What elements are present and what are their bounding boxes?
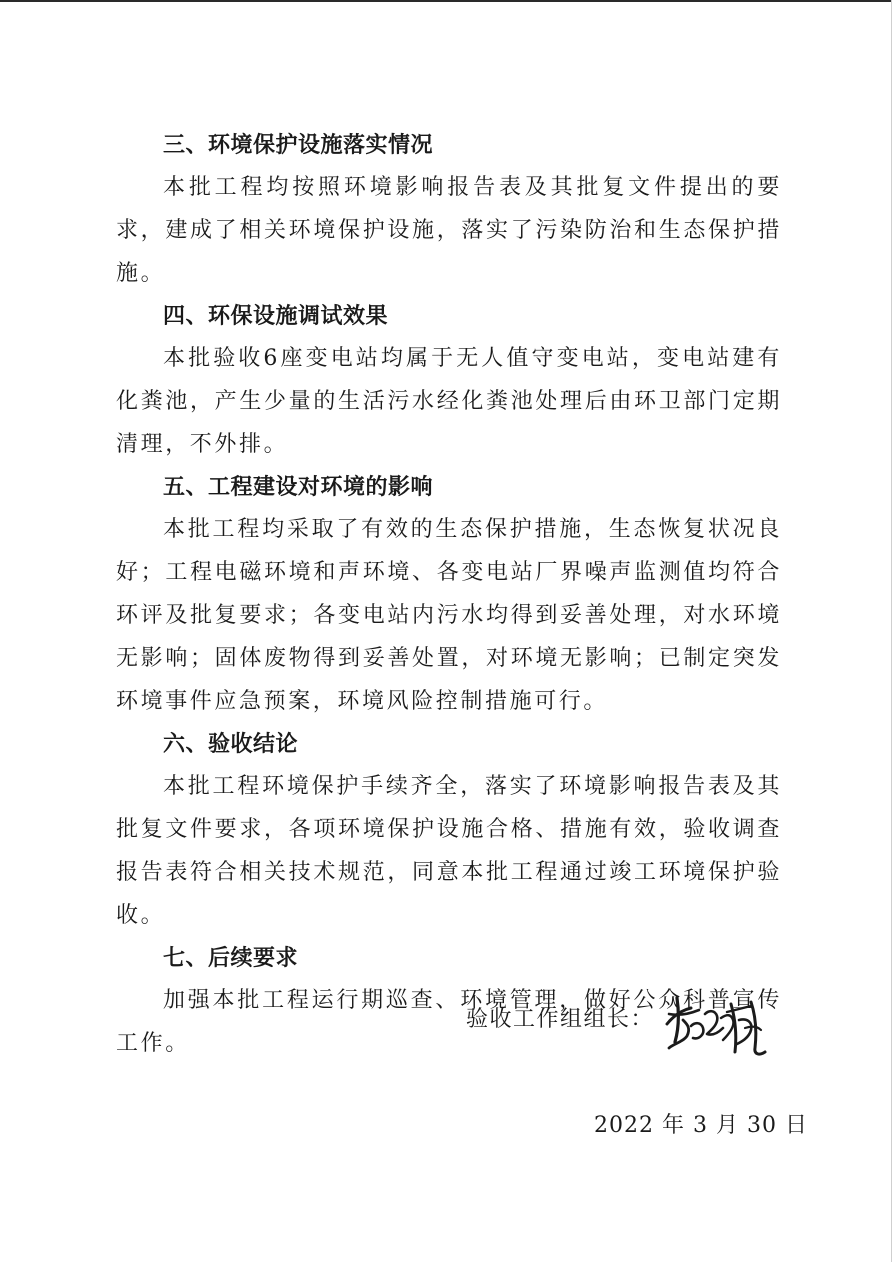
signature-label: 验收工作组组长： bbox=[466, 1007, 655, 1032]
section-heading-6: 六、验收结论 bbox=[163, 732, 299, 757]
section-heading-7: 七、后续要求 bbox=[163, 946, 299, 971]
document-date: 2022 年 3 月 30 日 bbox=[594, 1113, 808, 1138]
section-body-3: 本批工程均按照环境影响报告表及其批复文件提出的要求，建成了相关环境保护设施，落实了污染防治和生态保护措施。 bbox=[116, 175, 782, 286]
section-body-6: 本批工程环境保护手续齐全，落实了环境影响报告表及其批复文件要求，各项环境保护设施合格、措施有效，验收调查报告表符合相关技术规范，同意本批工程通过竣工环境保护验收。 bbox=[116, 774, 782, 928]
scan-edge-top bbox=[0, 0, 892, 2]
section-body-4: 本批验收6座变电站均属于无人值守变电站，变电站建有化粪池，产生少量的生活污水经化粪池处理后由环卫部门定期清理，不外排。 bbox=[116, 346, 782, 457]
section-body-7: 加强本批工程运行期巡查、环境管理，做好公众科普宣传工作。 bbox=[116, 988, 782, 1056]
section-heading-5: 五、工程建设对环境的影响 bbox=[163, 475, 434, 500]
section-heading-4: 四、环保设施调试效果 bbox=[163, 304, 389, 329]
section-body-5: 本批工程均采取了有效的生态保护措施，生态恢复状况良好；工程电磁环境和声环境、各变电站厂界噪声监测值均符合环评及批复要求；各变电站内污水均得到妥善处理，对水环境无影响；固体废物得到妥善处置，对环境无影响；已制定突发环境事件应急预案，环境风险控制措施可行。 bbox=[116, 517, 782, 714]
signature-block bbox=[466, 996, 796, 1056]
handwritten-signature bbox=[661, 984, 771, 1062]
section-heading-3: 三、环境保护设施落实情况 bbox=[163, 133, 434, 158]
document-body bbox=[116, 126, 782, 1065]
